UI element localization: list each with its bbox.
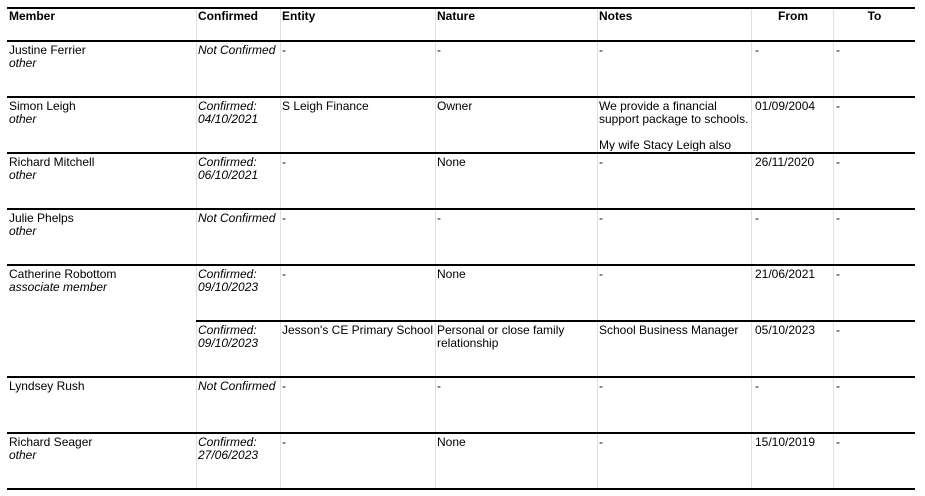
notes-cell: We provide a financial support package to schools. My wife Stacy Leigh also	[599, 100, 749, 151]
to-date: -	[836, 380, 840, 393]
notes-cell: -	[599, 44, 603, 57]
member-role: other	[9, 113, 37, 126]
entity-cell: S Leigh Finance	[282, 100, 369, 113]
confirmed-date: 09/10/2023	[198, 281, 259, 294]
to-date: -	[836, 436, 840, 449]
confirmed-status: Not Confirmed	[198, 44, 276, 57]
nature-cell: -	[437, 44, 441, 57]
from-date: -	[755, 380, 759, 393]
confirmed-status: Not Confirmed	[198, 380, 276, 393]
confirmed-status: Not Confirmed	[198, 212, 276, 225]
member-name: Julie Phelps	[9, 212, 74, 225]
confirmed-date: 27/06/2023	[198, 449, 259, 462]
header-to: To	[867, 10, 882, 23]
to-date: -	[836, 268, 840, 281]
table-row	[7, 376, 915, 432]
member-name: Catherine Robottom	[9, 268, 117, 281]
confirmed-date: 06/10/2021	[198, 169, 259, 182]
to-date: -	[836, 212, 840, 225]
header-notes: Notes	[599, 10, 633, 23]
from-date: 01/09/2004	[755, 100, 816, 113]
header-from: From	[778, 10, 808, 23]
from-date: -	[755, 44, 759, 57]
nature-cell: None	[437, 156, 466, 169]
from-date: -	[755, 212, 759, 225]
notes-cell: -	[599, 268, 603, 281]
member-name: Justine Ferrier	[9, 44, 86, 57]
notes-cell: -	[599, 380, 603, 393]
notes-cell: School Business Manager	[599, 324, 739, 337]
entity-cell: -	[282, 268, 286, 281]
member-role: other	[9, 57, 37, 70]
to-date: -	[836, 44, 840, 57]
confirmed-status: Confirmed:	[198, 268, 257, 281]
table-row	[7, 432, 915, 488]
to-date: -	[836, 100, 840, 113]
entity-cell: Jesson's CE Primary School	[282, 324, 434, 337]
row-rule	[7, 488, 915, 490]
nature-cell: Owner	[437, 100, 473, 113]
member-role: other	[9, 169, 37, 182]
table-row	[7, 208, 915, 264]
entity-cell: -	[282, 436, 286, 449]
confirmed-status: Confirmed:	[198, 100, 257, 113]
entity-cell: -	[282, 212, 286, 225]
header-entity: Entity	[282, 10, 316, 23]
member-name: Richard Seager	[9, 436, 93, 449]
nature-cell: -	[437, 380, 441, 393]
confirmed-status: Confirmed:	[198, 156, 257, 169]
member-name: Richard Mitchell	[9, 156, 95, 169]
table-row	[7, 96, 915, 152]
table-row	[7, 320, 915, 376]
from-date: 21/06/2021	[755, 268, 816, 281]
header-nature: Nature	[437, 10, 476, 23]
notes-cell: -	[599, 156, 603, 169]
nature-cell: -	[437, 212, 441, 225]
table-row	[7, 40, 915, 96]
entity-cell: -	[282, 156, 286, 169]
register-of-interests-table	[7, 7, 915, 490]
member-role: associate member	[9, 281, 108, 294]
confirmed-date: 09/10/2023	[198, 337, 259, 350]
member-role: other	[9, 449, 37, 462]
nature-cell: None	[437, 436, 466, 449]
notes-cell: -	[599, 212, 603, 225]
notes-cell: -	[599, 436, 603, 449]
confirmed-status: Confirmed:	[198, 436, 257, 449]
to-date: -	[836, 324, 840, 337]
entity-cell: -	[282, 380, 286, 393]
entity-cell: -	[282, 44, 286, 57]
header-confirmed: Confirmed	[198, 10, 258, 23]
table-row	[7, 264, 915, 320]
confirmed-status: Confirmed:	[198, 324, 257, 337]
header-member: Member	[9, 10, 56, 23]
to-date: -	[836, 156, 840, 169]
nature-cell: None	[437, 268, 466, 281]
header-top-rule	[7, 7, 915, 9]
table-row	[7, 152, 915, 208]
nature-cell: Personal or close family relationship	[437, 324, 565, 350]
from-date: 26/11/2020	[755, 156, 815, 169]
from-date: 15/10/2019	[755, 436, 816, 449]
member-name: Simon Leigh	[9, 100, 76, 113]
member-name: Lyndsey Rush	[9, 380, 85, 393]
from-date: 05/10/2023	[755, 324, 816, 337]
confirmed-date: 04/10/2021	[198, 113, 259, 126]
member-role: other	[9, 225, 37, 238]
